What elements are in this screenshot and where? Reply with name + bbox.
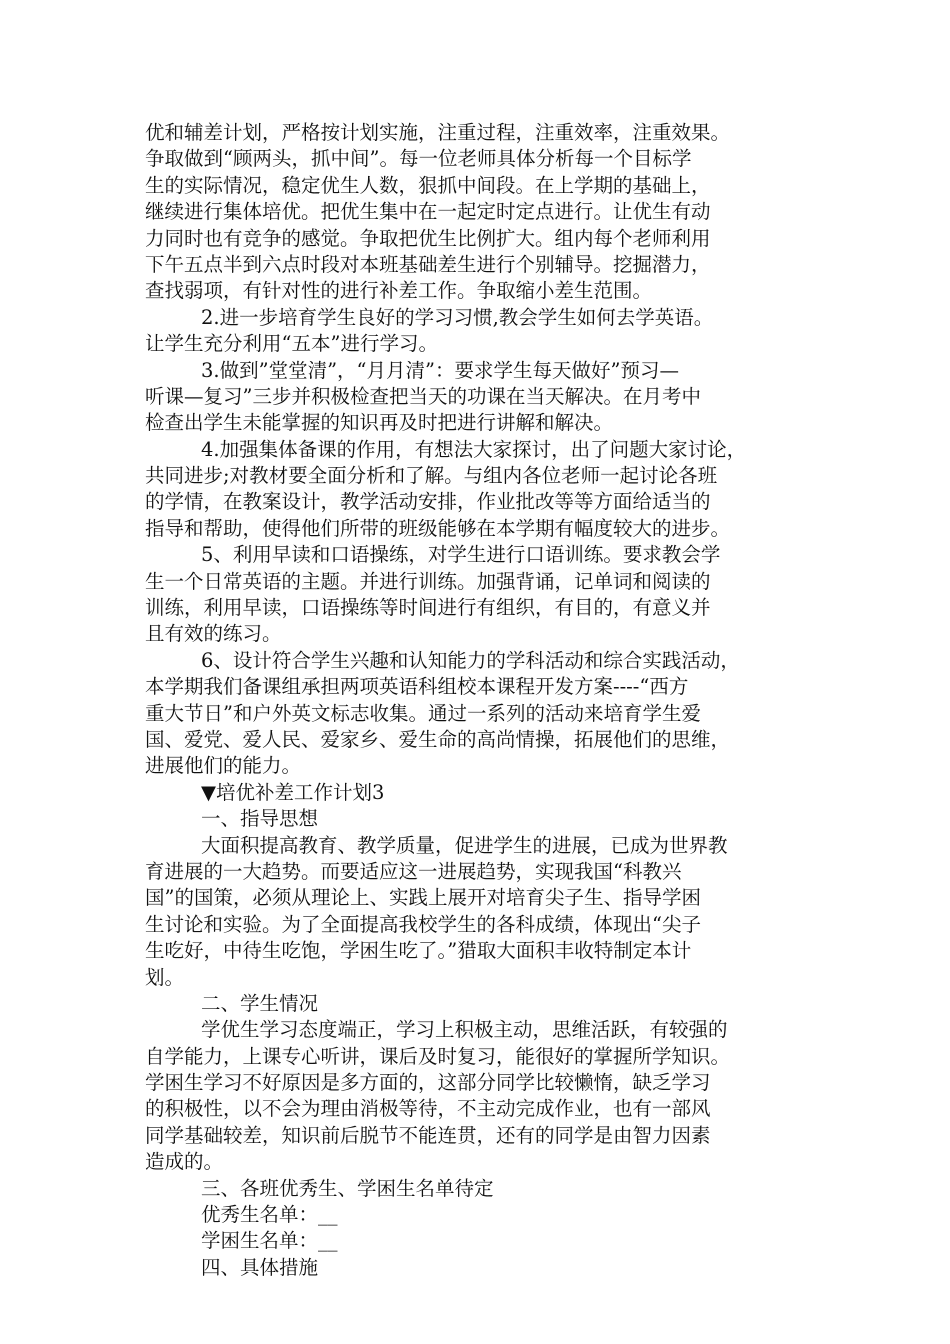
text-line: 进展他们的能力。: [145, 754, 302, 778]
text-line: 听课—复习”三步并积极检查把当天的功课在当天解决。在月考中: [145, 384, 701, 408]
text-line: 学困生学习不好原因是多方面的，这部分同学比较懒惰，缺乏学习: [145, 1071, 711, 1095]
document-body: [145, 120, 815, 1281]
text-line: 同学基础较差，知识前后脱节不能连贯，还有的同学是由智力因素: [145, 1123, 711, 1147]
text-line: 力同时也有竞争的感觉。争取把优生比例扩大。组内每个老师利用: [145, 226, 711, 250]
text-line: 一、指导思想: [201, 807, 319, 831]
text-line: 优秀生名单：__: [201, 1203, 338, 1227]
text-line: 生一个日常英语的主题。并进行训练。加强背诵，记单词和阅读的: [145, 569, 711, 593]
text-line: 指导和帮助，使得他们所带的班级能够在本学期有幅度较大的进步。: [145, 516, 731, 540]
text-line: 二、学生情况: [201, 991, 319, 1015]
text-line: 下午五点半到六点时段对本班基础差生进行个别辅导。挖掘潜力，: [145, 252, 711, 276]
text-line: 本学期我们备课组承担两项英语科组校本课程开发方案----“西方: [145, 675, 689, 699]
text-line: 2.进一步培育学生良好的学习习惯,教会学生如何去学英语。: [201, 305, 714, 329]
text-line: 划。: [145, 965, 185, 989]
text-line: 4.加强集体备课的作用，有想法大家探讨，出了问题大家讨论，: [201, 437, 747, 461]
text-line: 生的实际情况，稳定优生人数，狠抓中间段。在上学期的基础上，: [145, 173, 711, 197]
text-line: 3.做到”堂堂清”，“月月清”：要求学生每天做好”预习—: [201, 358, 679, 382]
text-line: 5、利用早读和口语操练，对学生进行口语训练。要求教会学: [201, 543, 721, 567]
text-line: 四、具体措施: [201, 1255, 319, 1279]
text-line: 争取做到“顾两头，抓中间”。每一位老师具体分析每一个目标学: [145, 147, 692, 171]
text-line: 6、设计符合学生兴趣和认知能力的学科活动和综合实践活动，: [201, 648, 740, 672]
text-line: 训练，利用早读，口语操练等时间进行有组织，有目的，有意义并: [145, 596, 711, 620]
text-line: 三、各班优秀生、学困生名单待定: [201, 1176, 494, 1200]
text-line: 自学能力，上课专心听讲，课后及时复习，能很好的掌握所学知识。: [145, 1044, 731, 1068]
text-line: 学困生名单：__: [201, 1229, 338, 1253]
text-line: 让学生充分利用“五本”进行学习。: [145, 332, 438, 356]
text-line: 检查出学生未能掌握的知识再及时把进行讲解和解决。: [145, 411, 614, 435]
text-line: 继续进行集体培优。把优生集中在一起定时定点进行。让优生有动: [145, 200, 711, 224]
text-line: 生吃好，中待生吃饱，学困生吃了。”猎取大面积丰收特制定本计: [145, 939, 692, 963]
text-line: 重大节日”和户外英文标志收集。通过一系列的活动来培育学生爱: [145, 701, 701, 725]
text-line: 且有效的练习。: [145, 622, 282, 646]
text-line: 的积极性，以不会为理由消极等待，不主动完成作业，也有一部风: [145, 1097, 711, 1121]
text-line: 育进展的一大趋势。而要适应这一进展趋势，实现我国“科教兴: [145, 859, 682, 883]
text-line: 优和辅差计划，严格按计划实施，注重过程，注重效率，注重效果。: [145, 121, 731, 144]
text-line: 国”的国策，必须从理论上、实践上展开对培育尖子生、指导学困: [145, 886, 701, 910]
text-line: 生讨论和实验。为了全面提高我校学生的各科成绩，体现出“尖子: [145, 912, 701, 936]
text-line: 国、爱党、爱人民、爱家乡、爱生命的高尚情操，拓展他们的思维，: [145, 727, 731, 751]
text-line: ▼培优补差工作计划3: [201, 780, 385, 804]
text-line: 查找弱项，有针对性的进行补差工作。争取缩小差生范围。: [145, 279, 653, 303]
text-line: 大面积提高教育、教学质量，促进学生的进展，已成为世界教: [201, 833, 728, 857]
text-line: 造成的。: [145, 1150, 224, 1174]
text-line: 共同进步;对教材要全面分析和了解。与组内各位老师一起讨论各班: [145, 464, 718, 488]
text-line: 的学情，在教案设计，教学活动安排，作业批改等等方面给适当的: [145, 490, 711, 514]
text-line: 学优生学习态度端正，学习上积极主动，思维活跃，有较强的: [201, 1018, 728, 1042]
